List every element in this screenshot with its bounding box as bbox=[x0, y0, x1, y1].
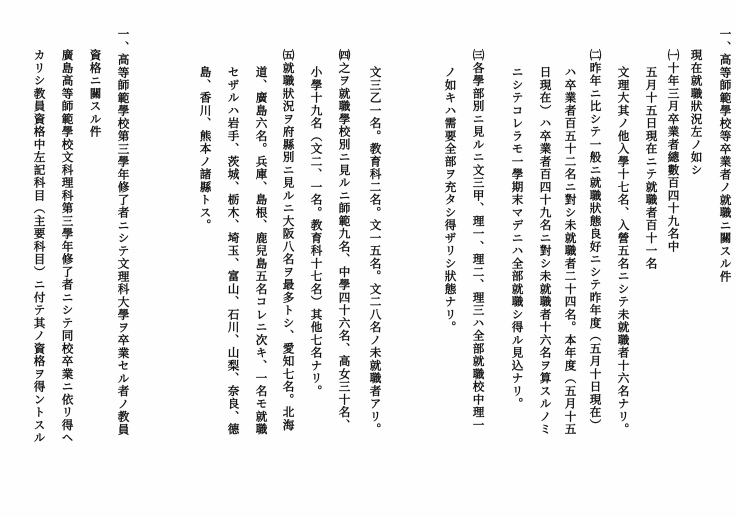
column-13: ㈣之ヲ就職學校別ニ見ルニ師範九名、中學四十六名、高女三十名、 bbox=[337, 49, 352, 432]
column-18: 島、香川、熊本ノ諸縣トス。 bbox=[198, 66, 213, 232]
column-9: ニシテコレラモ一學期末マデニハ全部就職シ得ル見込ナリ。 bbox=[510, 66, 525, 411]
column-3: ㈠十年三月卒業者總數百四十九名中 bbox=[666, 49, 681, 253]
column-22: カリシ教員資格中左記科目（主要科目）ニ付テ其ノ資格ヲ得ントスル bbox=[32, 49, 47, 445]
section-heading-employment: 一、高等師範學校等卒業者ノ就職ニ關スル件 bbox=[718, 28, 733, 283]
column-5: 文理大其ノ他入學十七名、入營五名ニシテ未就職者十六名ナリ。 bbox=[616, 66, 631, 436]
column-7: ハ卒業者百五十二名ニ對シ未就職者二十四名。本年度（五月十五 bbox=[563, 66, 578, 436]
column-4: 五月十五日現在ニテ就職者百十一名 bbox=[644, 66, 659, 270]
column-10: ㈢各學部別ニ見ルニ文三甲、理一、理二、理三ハ全部就職校中理一 bbox=[471, 49, 486, 432]
column-16: 道、廣島六名。兵庫、島根、鹿兒島五名コレニ次キ、一名モ就職 bbox=[254, 66, 269, 436]
column-17: セザルハ岩手、茨城、栃木、埼玉、富山、石川、山梨、奈良、德 bbox=[226, 66, 241, 436]
column-11: ノ如キハ需要全部ヲ充タシ得ザリシ狀態ナリ。 bbox=[443, 66, 458, 334]
column-14: 小學十九名（文二、一名。教育科十七名）其他七名ナリ。 bbox=[309, 66, 324, 398]
column-6: ㈡昨年ニ比シテ一般ニ就職狀態良好ニシテ昨年度（五月十日現在） bbox=[588, 49, 603, 432]
column-8: 日現在）ハ卒業者百四十九名ニ對シ未就職者十六名ヲ算スルノミ bbox=[538, 66, 553, 436]
column-2: 現在就職狀況左ノ如シ bbox=[689, 49, 704, 177]
column-21: 廣島高等師範學校文科理科第三學年修了者ニシテ同校卒業ニ依リ得ヘ bbox=[60, 49, 75, 445]
column-15: ㈤就職狀況ヲ府縣別ニ見ルニ大阪八名ヲ最多トシ、愛知七名。北海 bbox=[281, 49, 296, 432]
section-heading-teacher-qualification: 一、高等師範學校第三學年修了者ニシテ文理科大學ヲ卒業セル者ノ教員 bbox=[116, 28, 131, 436]
column-12: 文三乙一名。教育科二名。文一五名。文二八名ノ未就職者アリ。 bbox=[368, 66, 383, 436]
column-20: 資格ニ關スル件 bbox=[88, 49, 103, 139]
